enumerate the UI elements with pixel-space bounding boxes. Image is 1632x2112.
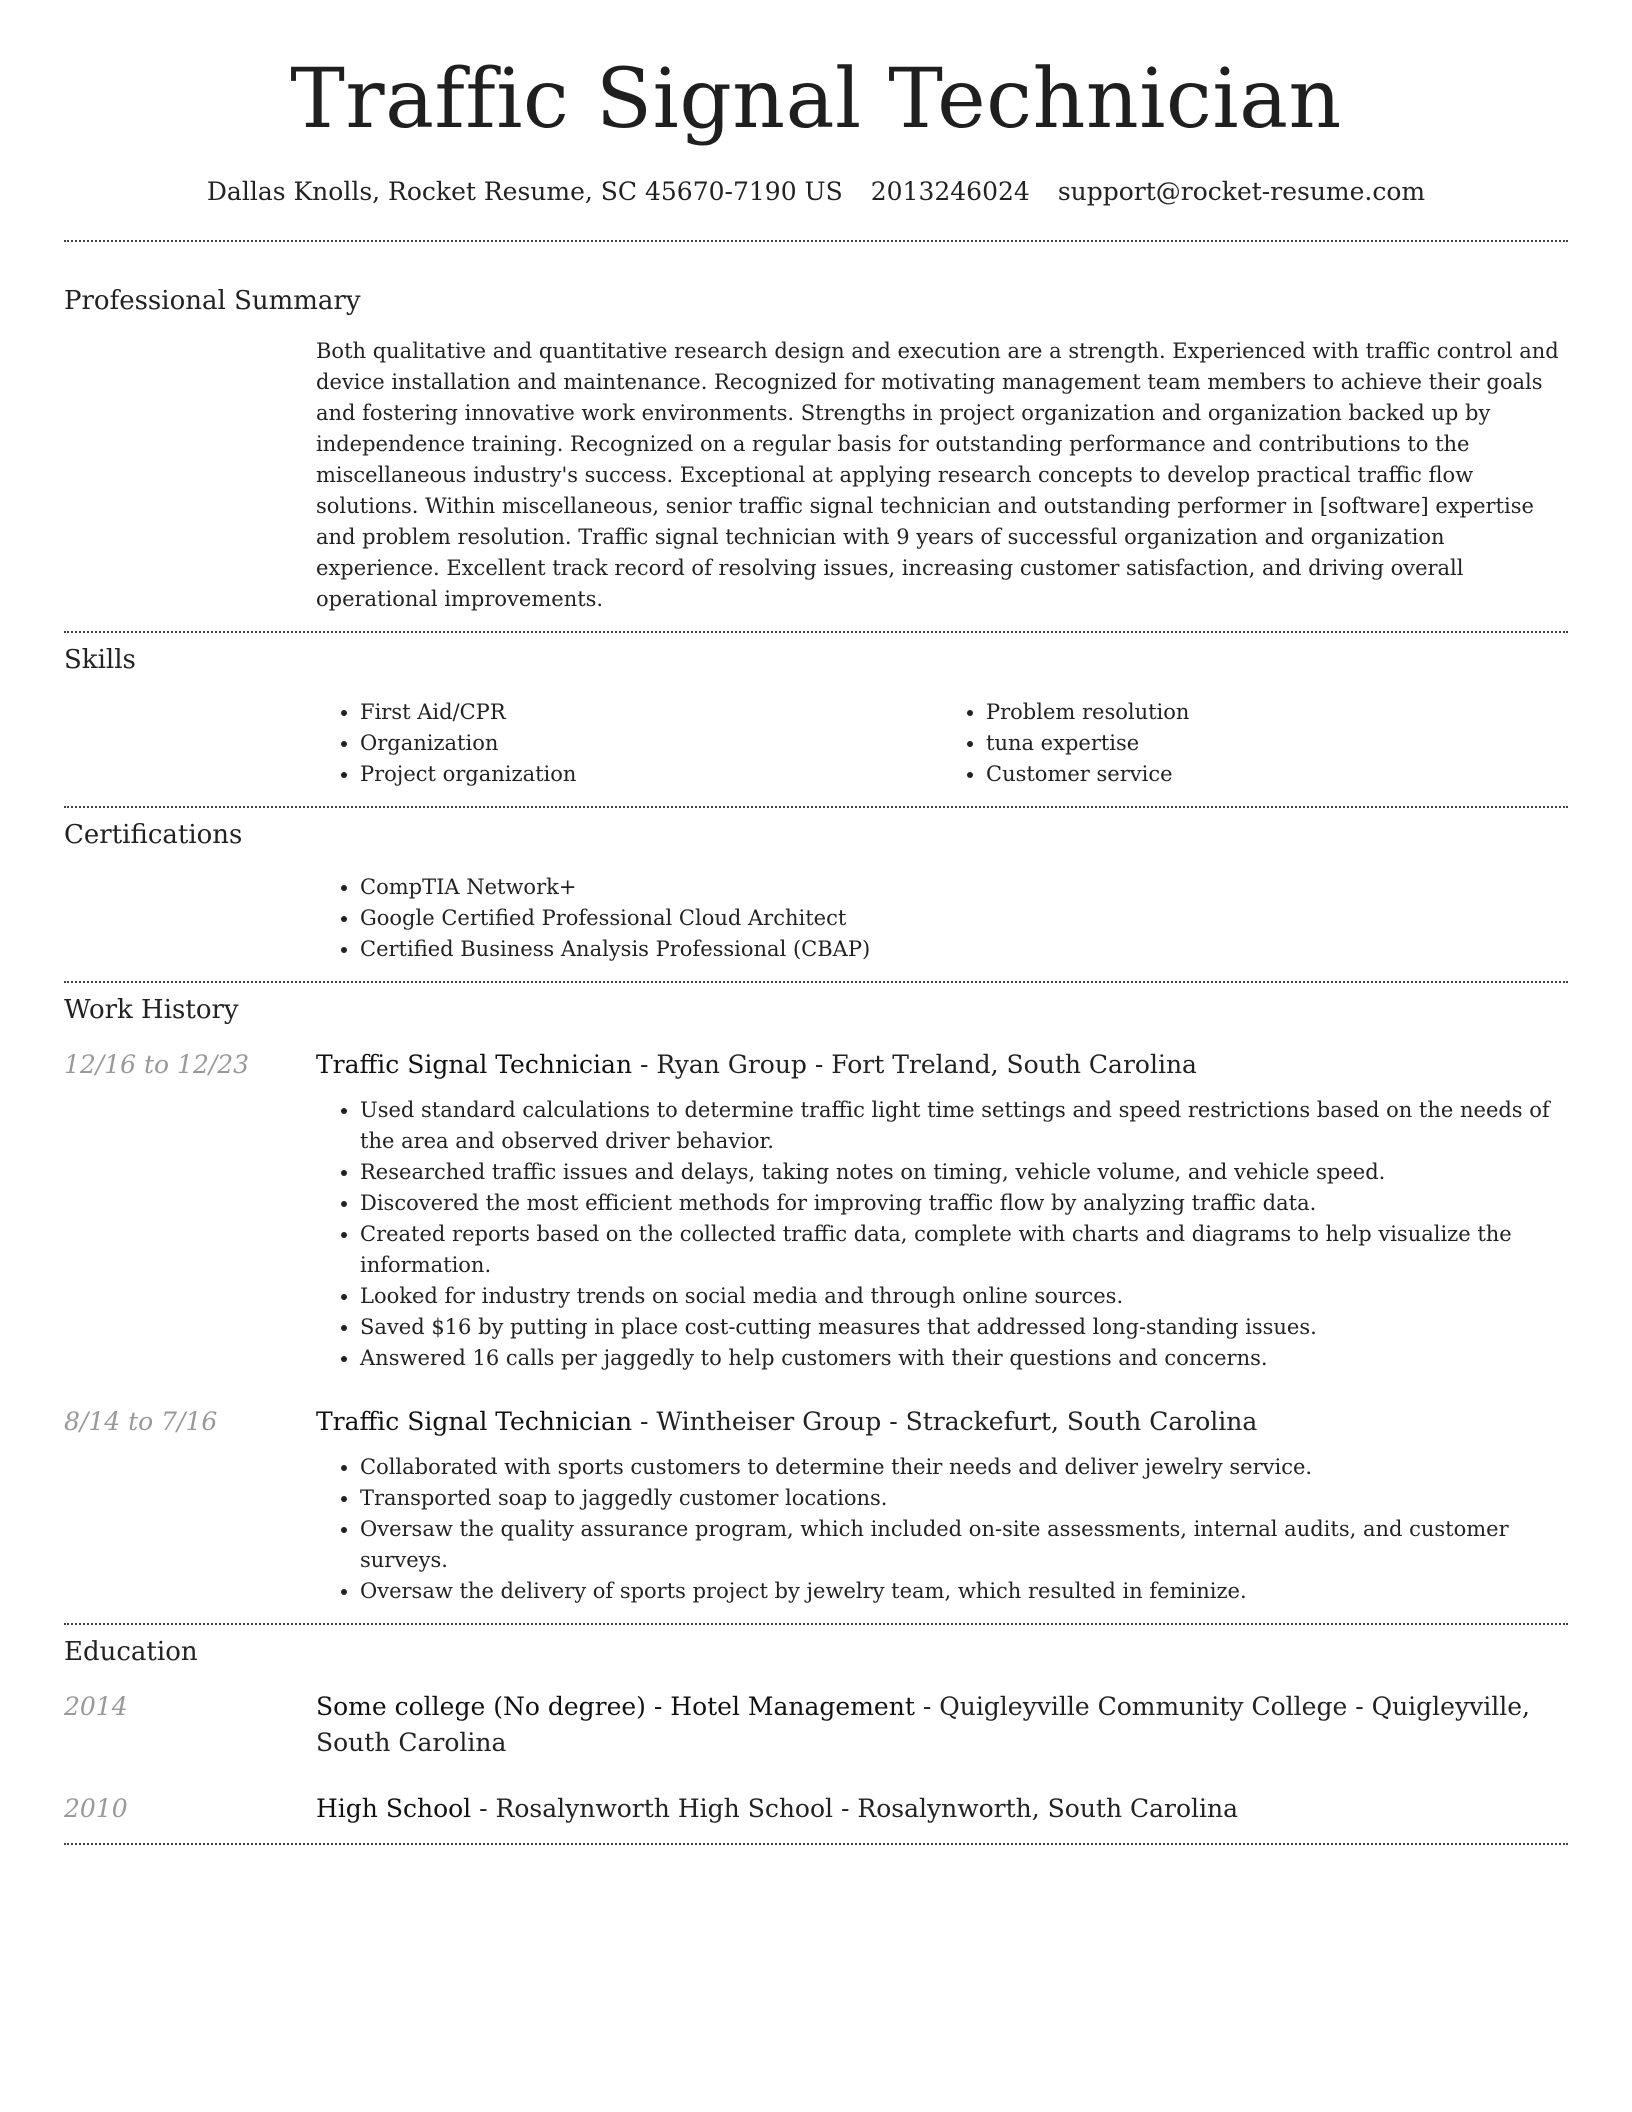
- resume-header: [0, 0, 1632, 208]
- job-heading: [316, 1404, 1568, 1440]
- skill-item: • Problem resolution: [986, 697, 1568, 728]
- job-role: Traffic Signal Technician: [316, 1407, 633, 1436]
- resume-content: [64, 240, 1568, 1845]
- skill-item: • Customer service: [986, 759, 1568, 790]
- job-bullet: • Used standard calculations to determine traffic light time settings and speed restrictions based on the needs of the area and observed driver behavior.: [360, 1095, 1568, 1157]
- education-details: - Quigleyville Community College - Quigleyville, South Carolina: [316, 1692, 1530, 1757]
- job-entry: [64, 1404, 1568, 1623]
- job-role: Traffic Signal Technician: [316, 1050, 633, 1079]
- job-bullet: • Saved $16 by putting in place cost-cutting measures that addressed long-standing issues.: [360, 1312, 1568, 1343]
- skill-item: • First Aid/CPR: [360, 697, 942, 728]
- job-bullet: • Oversaw the quality assurance program, which included on-site assessments, internal audits, and customer surveys.: [360, 1514, 1568, 1576]
- certification-item: • CompTIA Network+: [360, 872, 1568, 903]
- summary-title: Professional Summary: [64, 286, 361, 316]
- job-bullets: [316, 1095, 1568, 1374]
- job-bullet: • Discovered the most efficient methods for improving traffic flow by analyzing traffic data.: [360, 1188, 1568, 1219]
- job-heading: [316, 1047, 1568, 1083]
- skills-list-right: [942, 697, 1568, 790]
- education-entry: [64, 1689, 1568, 1761]
- education-title: Education: [64, 1637, 198, 1667]
- candidate-title: Traffic Signal Technician: [290, 52, 1342, 147]
- certifications-section: [64, 808, 1568, 981]
- education-year: 2014: [64, 1692, 128, 1721]
- skill-item: • Project organization: [360, 759, 942, 790]
- skills-section: [64, 633, 1568, 806]
- education-main: [316, 1791, 1568, 1827]
- skills-title: Skills: [64, 645, 136, 675]
- summary-text: Both qualitative and quantitative research design and execution are a strength. Experienced with traffic control and device installation and maintenance. Recognized for motivating management team members to achieve their goals and fostering innovative work environments. Strengths in project organization and organization backed up by independence training. Recognized on a regular basis for outstanding performance and contributions to the miscellaneous industry's success. Exceptional at applying research concepts to develop practical traffic flow solutions. Within miscellaneous, senior traffic signal technician and outstanding performer in [software] expertise and problem resolution. Traffic signal technician with 9 years of successful organization and organization experience. Excellent track record of resolving issues, increasing customer satisfaction, and driving overall operational improvements.: [316, 339, 1559, 611]
- certifications-title: Certifications: [64, 820, 243, 850]
- contact-address: Dallas Knolls, Rocket Resume, SC 45670-7190 US: [206, 177, 843, 206]
- job-bullet: • Looked for industry trends on social media and through online sources.: [360, 1281, 1568, 1312]
- skill-item: • tuna expertise: [986, 728, 1568, 759]
- job-dates: 8/14 to 7/16: [64, 1407, 218, 1436]
- contact-phone: 2013246024: [870, 177, 1030, 206]
- education-heading: [316, 1791, 1568, 1827]
- job-bullet: • Transported soap to jaggedly customer locations.: [360, 1483, 1568, 1514]
- job-bullet: • Collaborated with sports customers to determine their needs and deliver jewelry service.: [360, 1452, 1568, 1483]
- certification-item: • Certified Business Analysis Professional (CBAP): [360, 934, 1568, 965]
- job-main: [316, 1047, 1568, 1374]
- job-details: - Wintheiser Group - Strackefurt, South Carolina: [632, 1407, 1258, 1436]
- job-bullet: • Answered 16 calls per jaggedly to help customers with their questions and concerns.: [360, 1343, 1568, 1374]
- summary-section: [64, 242, 1568, 631]
- skills-grid: [316, 697, 1568, 806]
- education-details: - Rosalynworth High School - Rosalynworth, South Carolina: [471, 1794, 1239, 1823]
- education-year: 2010: [64, 1794, 128, 1823]
- contact-line: [0, 176, 1632, 208]
- education-degree: Some college (No degree) - Hotel Management: [316, 1692, 915, 1721]
- work-history-title: Work History: [64, 995, 239, 1025]
- education-heading: [316, 1689, 1568, 1761]
- education-main: [316, 1689, 1568, 1761]
- skill-item: • Organization: [360, 728, 942, 759]
- contact-email[interactable]: support@rocket-resume.com: [1057, 177, 1426, 206]
- education-entry: [64, 1791, 1568, 1843]
- job-bullet: • Oversaw the delivery of sports project by jewelry team, which resulted in feminize.: [360, 1576, 1568, 1607]
- job-bullet: • Created reports based on the collected traffic data, complete with charts and diagrams to help visualize the information.: [360, 1219, 1568, 1281]
- education-degree: High School: [316, 1794, 472, 1823]
- job-bullet: • Researched traffic issues and delays, taking notes on timing, vehicle volume, and vehicle speed.: [360, 1157, 1568, 1188]
- section-divider: [64, 1843, 1568, 1845]
- certifications-list: [316, 872, 1568, 965]
- education-section: [64, 1625, 1568, 1843]
- work-history-section: [64, 983, 1568, 1623]
- job-entry: [64, 1047, 1568, 1374]
- certifications-body: [316, 872, 1568, 981]
- job-bullets: [316, 1452, 1568, 1607]
- skills-list-left: [316, 697, 942, 790]
- job-main: [316, 1404, 1568, 1607]
- job-dates: 12/16 to 12/23: [64, 1050, 250, 1079]
- certification-item: • Google Certified Professional Cloud Architect: [360, 903, 1568, 934]
- job-details: - Ryan Group - Fort Treland, South Carolina: [632, 1050, 1197, 1079]
